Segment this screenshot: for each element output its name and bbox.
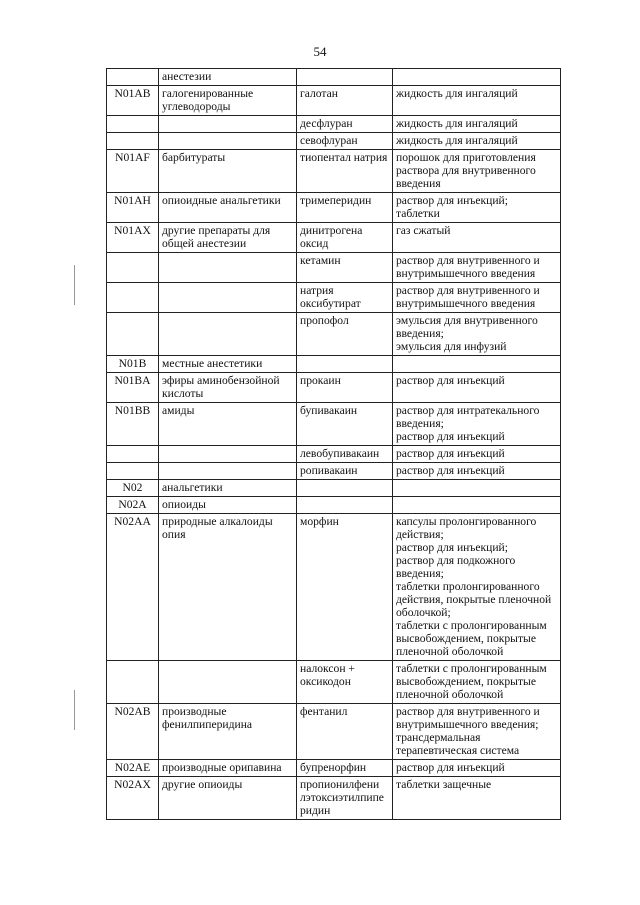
- table-row: [107, 283, 561, 313]
- table-row: [107, 313, 561, 356]
- drug-cell: бупренорфин: [297, 760, 393, 777]
- table-row: [107, 86, 561, 116]
- table-row: [107, 661, 561, 704]
- drug-cell: динитрогена оксид: [297, 223, 393, 253]
- code-cell: N02AB: [107, 704, 159, 760]
- drug-cell: севофлуран: [297, 133, 393, 150]
- code-cell: [107, 313, 159, 356]
- code-cell: N02AX: [107, 777, 159, 820]
- form-cell: жидкость для ингаляций: [393, 116, 561, 133]
- drug-cell: ропивакаин: [297, 463, 393, 480]
- table-row: [107, 223, 561, 253]
- form-cell: таблетки защечные: [393, 777, 561, 820]
- form-cell: газ сжатый: [393, 223, 561, 253]
- table-row: [107, 133, 561, 150]
- code-cell: N02AE: [107, 760, 159, 777]
- page-number: 54: [313, 44, 327, 59]
- code-cell: [107, 283, 159, 313]
- code-cell: N01AX: [107, 223, 159, 253]
- table-row: [107, 356, 561, 373]
- code-cell: N01BA: [107, 373, 159, 403]
- table-row: [107, 116, 561, 133]
- drug-table-body: [107, 69, 561, 820]
- table-row: [107, 514, 561, 661]
- code-cell: [107, 133, 159, 150]
- table-row: [107, 480, 561, 497]
- drug-cell: прокаин: [297, 373, 393, 403]
- drug-cell: кетамин: [297, 253, 393, 283]
- table-row: [107, 760, 561, 777]
- group-cell: опиоидные анальгетики: [159, 193, 297, 223]
- form-cell: раствор для интратекального введения; раствор для инъекций: [393, 403, 561, 446]
- drug-cell: [297, 480, 393, 497]
- code-cell: N02A: [107, 497, 159, 514]
- drug-cell: [297, 356, 393, 373]
- group-cell: [159, 446, 297, 463]
- form-cell: раствор для внутривенного и внутримышечного введения: [393, 283, 561, 313]
- group-cell: [159, 253, 297, 283]
- code-cell: [107, 69, 159, 86]
- form-cell: жидкость для ингаляций: [393, 86, 561, 116]
- table-row: [107, 704, 561, 760]
- form-cell: [393, 480, 561, 497]
- code-cell: N01BB: [107, 403, 159, 446]
- group-cell: производные орипавина: [159, 760, 297, 777]
- form-cell: эмульсия для внутривенного введения; эмульсия для инфузий: [393, 313, 561, 356]
- form-cell: [393, 69, 561, 86]
- table-row: [107, 463, 561, 480]
- table-row: [107, 253, 561, 283]
- drug-cell: бупивакаин: [297, 403, 393, 446]
- drug-cell: натрия оксибутират: [297, 283, 393, 313]
- form-cell: порошок для приготовления раствора для внутривенного введения: [393, 150, 561, 193]
- code-cell: N02AA: [107, 514, 159, 661]
- table-row: [107, 373, 561, 403]
- form-cell: раствор для инъекций: [393, 373, 561, 403]
- code-cell: [107, 253, 159, 283]
- drug-cell: [297, 497, 393, 514]
- table-row: [107, 193, 561, 223]
- group-cell: эфиры аминобензойной кислоты: [159, 373, 297, 403]
- group-cell: опиоиды: [159, 497, 297, 514]
- form-cell: капсулы пролонгированного действия; раствор для инъекций; раствор для подкожного введения; таблетки пролонгированного действия, покрытые пленочной оболочкой; таблетки с пролонгированным высвобождением, покрытые пленочной оболочкой: [393, 514, 561, 661]
- form-cell: таблетки с пролонгированным высвобождением, покрытые пленочной оболочкой: [393, 661, 561, 704]
- code-cell: [107, 446, 159, 463]
- group-cell: другие опиоиды: [159, 777, 297, 820]
- form-cell: раствор для внутривенного и внутримышечного введения; трансдермальная терапевтическая система: [393, 704, 561, 760]
- form-cell: [393, 356, 561, 373]
- table-row: [107, 150, 561, 193]
- code-cell: N01AF: [107, 150, 159, 193]
- group-cell: [159, 463, 297, 480]
- form-cell: раствор для внутривенного и внутримышечного введения: [393, 253, 561, 283]
- drug-cell: галотан: [297, 86, 393, 116]
- table-row: [107, 69, 561, 86]
- margin-mark: [74, 690, 75, 730]
- drug-cell: левобупивакаин: [297, 446, 393, 463]
- group-cell: другие препараты для общей анестезии: [159, 223, 297, 253]
- group-cell: анальгетики: [159, 480, 297, 497]
- group-cell: [159, 133, 297, 150]
- form-cell: [393, 497, 561, 514]
- margin-mark: [74, 265, 75, 305]
- group-cell: природные алкалоиды опия: [159, 514, 297, 661]
- table-row: [107, 403, 561, 446]
- drug-cell: фентанил: [297, 704, 393, 760]
- drug-cell: пропофол: [297, 313, 393, 356]
- form-cell: раствор для инъекций: [393, 760, 561, 777]
- table-row: [107, 497, 561, 514]
- form-cell: жидкость для ингаляций: [393, 133, 561, 150]
- form-cell: раствор для инъекций; таблетки: [393, 193, 561, 223]
- form-cell: раствор для инъекций: [393, 463, 561, 480]
- code-cell: [107, 116, 159, 133]
- drug-cell: [297, 69, 393, 86]
- group-cell: барбитураты: [159, 150, 297, 193]
- drug-cell: пропионилфени лэтоксиэтилпипе ридин: [297, 777, 393, 820]
- group-cell: местные анестетики: [159, 356, 297, 373]
- form-cell: раствор для инъекций: [393, 446, 561, 463]
- table-row: [107, 777, 561, 820]
- code-cell: [107, 463, 159, 480]
- drug-cell: десфлуран: [297, 116, 393, 133]
- code-cell: N01B: [107, 356, 159, 373]
- code-cell: N02: [107, 480, 159, 497]
- group-cell: [159, 313, 297, 356]
- group-cell: анестезии: [159, 69, 297, 86]
- code-cell: N01AB: [107, 86, 159, 116]
- group-cell: [159, 283, 297, 313]
- code-cell: N01AH: [107, 193, 159, 223]
- table-row: [107, 446, 561, 463]
- drug-cell: тиопентал натрия: [297, 150, 393, 193]
- group-cell: производные фенилпиперидина: [159, 704, 297, 760]
- drug-cell: морфин: [297, 514, 393, 661]
- drug-cell: тримеперидин: [297, 193, 393, 223]
- group-cell: амиды: [159, 403, 297, 446]
- group-cell: [159, 116, 297, 133]
- group-cell: [159, 661, 297, 704]
- group-cell: галогенированные углеводороды: [159, 86, 297, 116]
- drug-table: [106, 68, 561, 820]
- drug-cell: налоксон + оксикодон: [297, 661, 393, 704]
- code-cell: [107, 661, 159, 704]
